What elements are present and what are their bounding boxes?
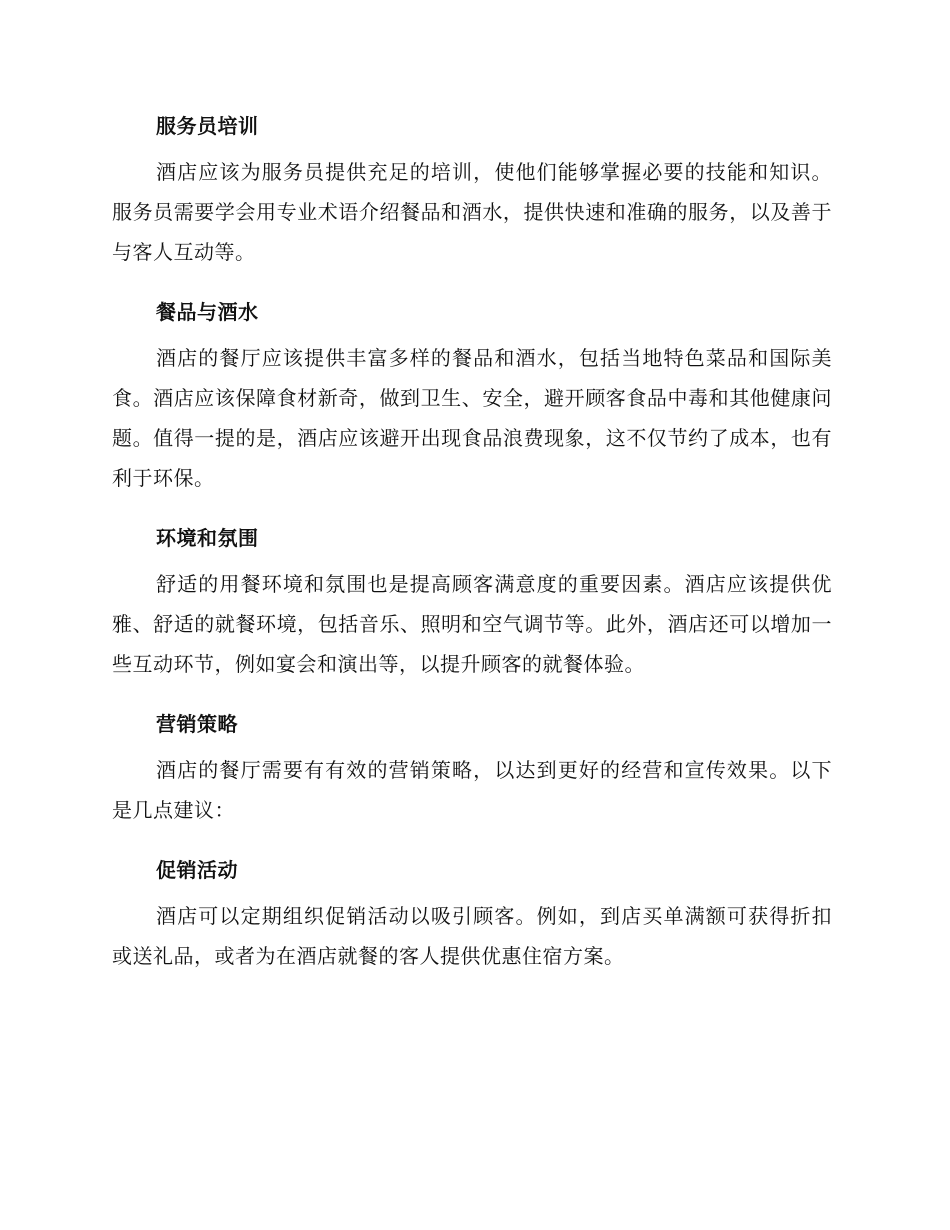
section-paragraph: 酒店的餐厅需要有有效的营销策略，以达到更好的经营和宣传效果。以下是几点建议：: [112, 758, 832, 822]
section-paragraph: 舒适的用餐环境和氛围也是提高顾客满意度的重要因素。酒店应该提供优雅、舒适的就餐环境，包括音乐、照明和空气调节等。此外，酒店还可以增加一些互动环节，例如宴会和演出等，以提升顾客的就餐体验。: [112, 572, 832, 676]
section-promotions: [112, 850, 832, 976]
section-paragraph: 酒店的餐厅应该提供丰富多样的餐品和酒水，包括当地特色菜品和国际美食。酒店应该保障食材新奇，做到卫生、安全，避开顾客食品中毒和其他健康问题。值得一提的是，酒店应该避开出现食品浪费现象，这不仅节约了成本，也有利于环保。: [112, 346, 832, 490]
section-environment: [112, 518, 832, 684]
section-waiter-training: [112, 106, 832, 272]
section-paragraph: 酒店可以定期组织促销活动以吸引顾客。例如，到店买单满额可获得折扣或送礼品，或者为在酒店就餐的客人提供优惠住宿方案。: [112, 904, 832, 968]
section-marketing: [112, 704, 832, 830]
section-heading: 促销活动: [156, 858, 238, 882]
section-food-and-drinks: [112, 292, 832, 498]
section-heading: 服务员培训: [156, 114, 259, 138]
section-heading: 营销策略: [156, 712, 238, 736]
document-page: [112, 106, 832, 996]
section-heading: 餐品与酒水: [156, 300, 259, 324]
section-paragraph: 酒店应该为服务员提供充足的培训，使他们能够掌握必要的技能和知识。服务员需要学会用专业术语介绍餐品和酒水，提供快速和准确的服务，以及善于与客人互动等。: [112, 160, 832, 264]
section-heading: 环境和氛围: [156, 526, 259, 550]
